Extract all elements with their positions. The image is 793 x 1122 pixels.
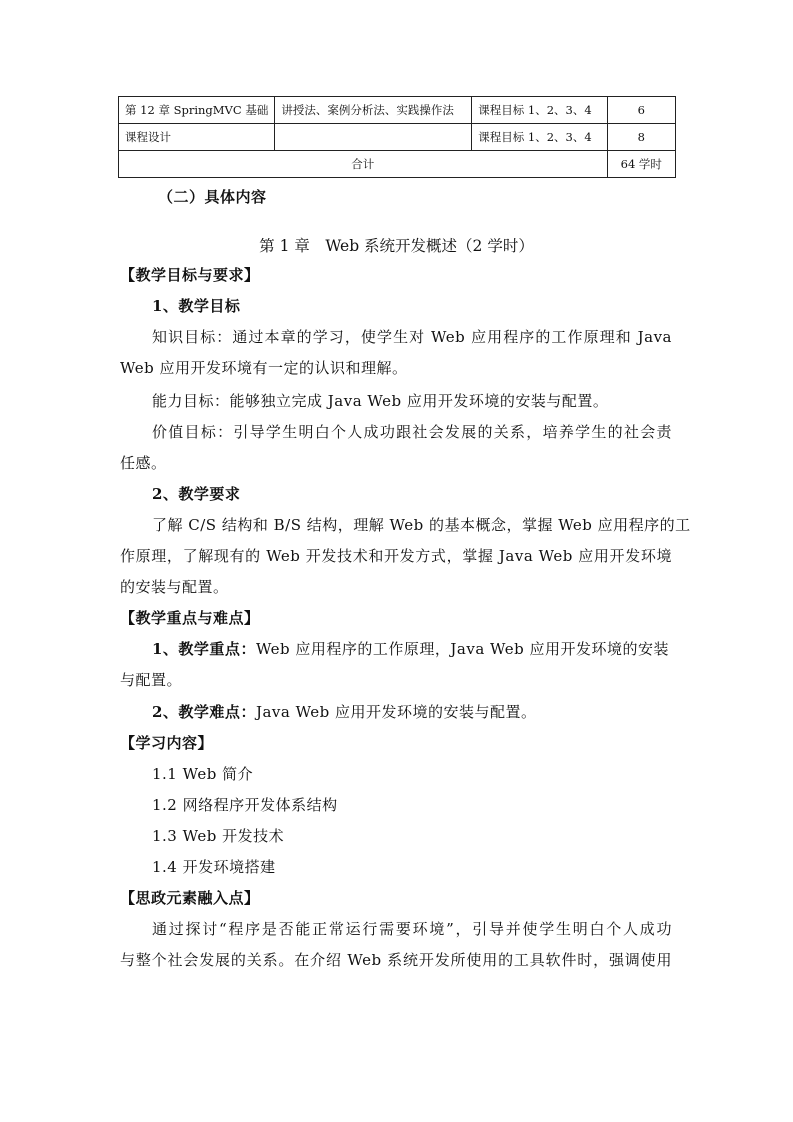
chapter-cell: 课程设计: [119, 124, 275, 151]
goals-subheading-2: 2、教学要求: [152, 485, 241, 503]
ideology-line-2: 与整个社会发展的关系。在介绍 Web 系统开发所使用的工具软件时，强调使用: [120, 951, 672, 969]
goals-subheading-1: 1、教学目标: [152, 297, 241, 315]
keypoints-heading: 【教学重点与难点】: [120, 609, 260, 627]
focus-line-2: 与配置。: [120, 671, 183, 689]
method-cell: [275, 124, 472, 151]
content-item: 1.2 网络程序开发体系结构: [152, 796, 338, 814]
content-item: 1.3 Web 开发技术: [152, 827, 285, 845]
knowledge-goal-line-2: Web 应用开发环境有一定的认识和理解。: [120, 359, 408, 377]
ability-goal-line: 能力目标：能够独立完成 Java Web 应用开发环境的安装与配置。: [152, 392, 609, 410]
content-item: 1.1 Web 简介: [152, 765, 254, 783]
requirement-line-3: 的安装与配置。: [120, 578, 229, 596]
table-row: [119, 97, 676, 124]
focus-text: Web 应用程序的工作原理，Java Web 应用开发环境的安装: [255, 640, 669, 658]
requirement-line-1: 了解 C/S 结构和 B/S 结构，理解 Web 的基本概念，掌握 Web 应用程序的工: [152, 516, 691, 534]
value-goal-line-1: 价值目标：引导学生明白个人成功跟社会发展的关系，培养学生的社会责: [152, 423, 672, 441]
chapter-cell: 第 12 章 SpringMVC 基础: [119, 97, 275, 124]
section-heading: （二）具体内容: [158, 188, 267, 206]
method-cell: 讲授法、案例分析法、实践操作法: [275, 97, 472, 124]
content-item: 1.4 开发环境搭建: [152, 858, 276, 876]
goal-cell: 课程目标 1、2、3、4: [472, 124, 607, 151]
table-total-row: [119, 151, 676, 178]
difficulty-label: 2、教学难点：: [152, 703, 256, 721]
knowledge-goal-line-1: 知识目标：通过本章的学习，使学生对 Web 应用程序的工作原理和 Java: [152, 328, 672, 346]
value-goal-line-2: 任感。: [120, 454, 167, 472]
difficulty-line: [152, 701, 537, 722]
chapter-title: 第 1 章 Web 系统开发概述（2 学时）: [259, 237, 534, 255]
difficulty-text: Java Web 应用开发环境的安装与配置。: [255, 703, 537, 721]
ideology-line-1: 通过探讨“程序是否能正常运行需要环境”，引导并使学生明白个人成功: [152, 920, 672, 938]
total-hours-cell: 64 学时: [607, 151, 675, 178]
goals-heading: 【教学目标与要求】: [120, 266, 260, 284]
goal-cell: 课程目标 1、2、3、4: [472, 97, 607, 124]
course-schedule-table: [118, 96, 676, 178]
content-heading: 【学习内容】: [120, 734, 214, 752]
table-row: [119, 124, 676, 151]
ideology-heading: 【思政元素融入点】: [120, 889, 260, 907]
total-label-cell: 合计: [119, 151, 608, 178]
hours-cell: 6: [607, 97, 675, 124]
requirement-line-2: 作原理，了解现有的 Web 开发技术和开发方式，掌握 Java Web 应用开发环境: [120, 547, 672, 565]
focus-line-1: [152, 638, 669, 659]
focus-label: 1、教学重点：: [152, 640, 256, 658]
hours-cell: 8: [607, 124, 675, 151]
